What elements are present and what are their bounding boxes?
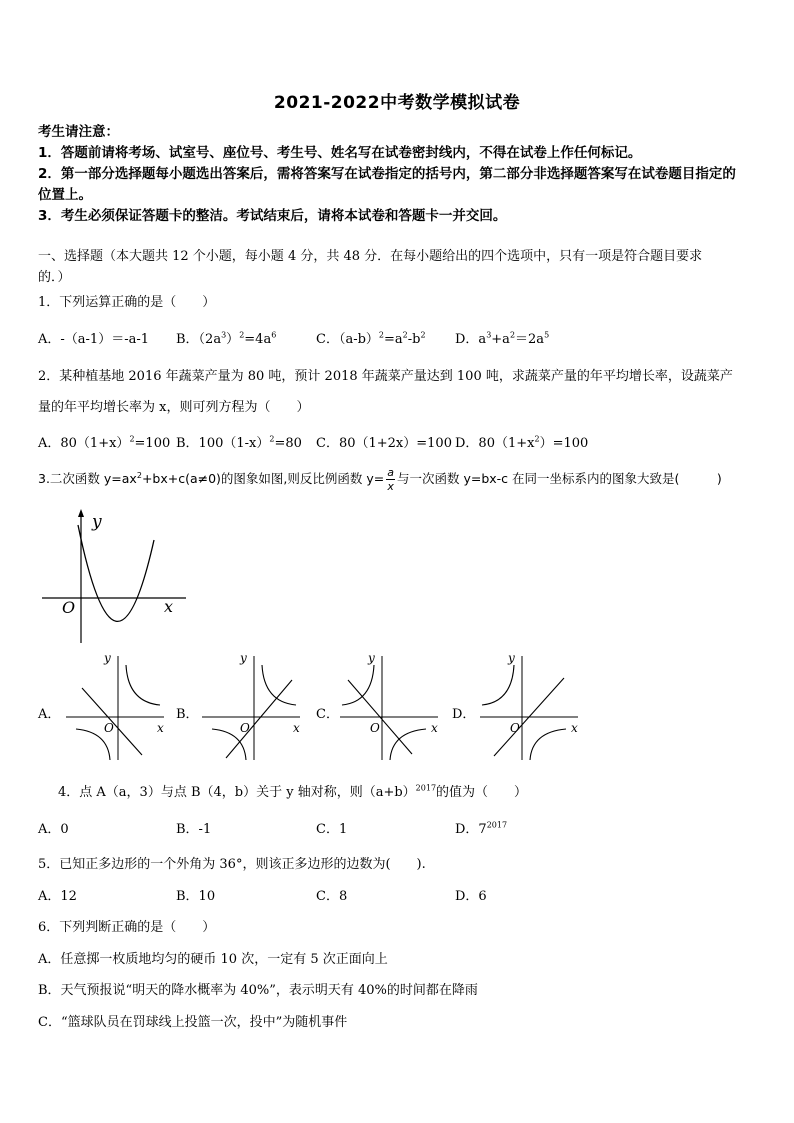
q3d-hyperbola-upper bbox=[482, 665, 514, 705]
q3b-line bbox=[226, 680, 292, 758]
q6-option-a: A．任意掷一枚质地均匀的硬币 10 次，一定有 5 次正面向上 bbox=[38, 952, 388, 967]
q4-option-a: A．0 bbox=[38, 822, 69, 837]
q5-stem: 5．已知正多边形的一个外角为 36°，则该正多边形的边数为( ). bbox=[38, 857, 426, 872]
q3-option-d-graph bbox=[474, 650, 584, 765]
q2-option-a: A．$80(1+x)^2=100$ bbox=[38, 434, 171, 451]
q3-fig-y-label: y bbox=[92, 512, 102, 532]
q3-fig-origin: O bbox=[62, 598, 76, 617]
q2-option-d: D．$80(1+x^2)=100$ bbox=[455, 434, 589, 451]
q5-option-a: A．12 bbox=[38, 889, 77, 904]
q2-stem-line1: 2．某种植基地 2016 年蔬菜产量为 80 吨，预计 2018 年蔬菜产量达到 100 吨，求蔬菜产量的年平均增长率，设蔬菜产 bbox=[38, 369, 733, 384]
q3a-x-label: x bbox=[157, 721, 164, 735]
q3a-y-label: y bbox=[104, 651, 111, 665]
q6-option-c: C．“篮球队员在罚球线上投篮一次，投中”为随机事件 bbox=[38, 1015, 348, 1030]
section-heading-line1: 一、选择题（本大题共 12 个小题，每小题 4 分，共 48 分．在每小题给出的四个选项中，只有一项是符合题目要求 bbox=[38, 249, 703, 264]
q2-option-c: C．80（1+2x）=100 bbox=[316, 436, 452, 451]
q3b-y-label: y bbox=[240, 651, 247, 665]
q2-stem-line2: 量的年平均增长率为 x，则可列方程为（ ） bbox=[38, 400, 310, 415]
q4-option-d: D．$7^{2017}$ bbox=[455, 820, 508, 837]
q3-option-c-graph bbox=[334, 650, 444, 765]
q6-stem: 6．下列判断正确的是（ ） bbox=[38, 920, 216, 935]
page-title: 2021-2022中考数学模拟试卷 bbox=[273, 93, 521, 113]
q3c-origin: O bbox=[370, 721, 380, 735]
q3c-y-label: y bbox=[368, 651, 375, 665]
q4-option-b: B．-1 bbox=[176, 822, 212, 837]
q1-option-c: C．$(a-b)^2=a^2-b^2$ bbox=[316, 330, 426, 347]
q1-stem: 1．下列运算正确的是（ ） bbox=[38, 295, 216, 310]
q3-fig-y-arrow bbox=[78, 509, 84, 517]
section-heading-line2: 的．） bbox=[38, 270, 71, 285]
q1-option-b: B．$(2a^3)^2=4a^6$ bbox=[176, 330, 277, 347]
q3c-x-label: x bbox=[431, 721, 438, 735]
q1-option-d: D．$a^3+a^2=2a^5$ bbox=[455, 330, 550, 347]
q3-stem: 3.二次函数 $y=ax^2+bx+c(a\ne 0)$的图象如图,则反比例函数 y= $\frac{a}{x}$ 与一次函数 y=bx-c 在同一坐标系内的图象大致是( ) bbox=[38, 466, 722, 493]
q3b-x-label: x bbox=[293, 721, 300, 735]
q3-option-c-label: C． bbox=[316, 707, 339, 722]
q3-parabola-figure bbox=[38, 505, 188, 645]
q3d-y-label: y bbox=[508, 651, 515, 665]
q5-option-b: B．10 bbox=[176, 889, 216, 904]
q3-option-b-graph bbox=[196, 650, 306, 765]
q5-option-d: D．6 bbox=[455, 889, 487, 904]
q3d-origin: O bbox=[510, 721, 520, 735]
q3-option-a-graph bbox=[60, 650, 170, 765]
q3-fig-x-label: x bbox=[164, 597, 174, 616]
q4-stem: 4．点 A（a，3）与点 B（4，b）关于 y 轴对称，则$(a+b)^{2017}$的值为（ ） bbox=[58, 783, 528, 800]
q6-option-b: B．天气预报说“明天的降水概率为 40%”，表示明天有 40%的时间都在降雨 bbox=[38, 983, 478, 998]
q4-option-c: C．1 bbox=[316, 822, 348, 837]
q3-option-a-label: A． bbox=[38, 707, 61, 722]
q1-option-a: A．-（a-1）＝-a-1 bbox=[38, 332, 150, 347]
notice-item-2-cont: 位置上。 bbox=[38, 187, 92, 203]
notice-item-2: 2．第一部分选择题每小题选出答案后，需将答案写在试卷指定的括号内，第二部分非选择题答案写在试卷题目指定的 bbox=[38, 166, 736, 182]
q3a-origin: O bbox=[104, 721, 114, 735]
notice-heading: 考生请注意： bbox=[38, 124, 119, 140]
q3c-hyperbola-lower bbox=[390, 729, 426, 760]
q3d-x-label: x bbox=[571, 721, 578, 735]
q3b-origin: O bbox=[240, 721, 250, 735]
q3b-hyperbola-upper bbox=[262, 665, 296, 705]
q3-option-b-label: B． bbox=[176, 707, 199, 722]
notice-item-1: 1．答题前请将考场、试室号、座位号、考生号、姓名写在试卷密封线内，不得在试卷上作任何标记。 bbox=[38, 145, 642, 161]
q3-fig-parabola bbox=[78, 525, 154, 621]
q5-option-c: C．8 bbox=[316, 889, 348, 904]
q3-fraction: $\frac{a}{x}$ bbox=[387, 466, 394, 493]
q3c-hyperbola-upper bbox=[342, 665, 374, 705]
q3d-hyperbola-lower bbox=[530, 729, 566, 760]
notice-item-3: 3．考生必须保证答题卡的整洁。考试结束后，请将本试卷和答题卡一并交回。 bbox=[38, 208, 507, 224]
q2-option-b: B．$100(1-x)^2=80$ bbox=[176, 434, 302, 451]
q3a-hyperbola-upper bbox=[126, 665, 160, 705]
q3-option-d-label: D． bbox=[452, 707, 476, 722]
